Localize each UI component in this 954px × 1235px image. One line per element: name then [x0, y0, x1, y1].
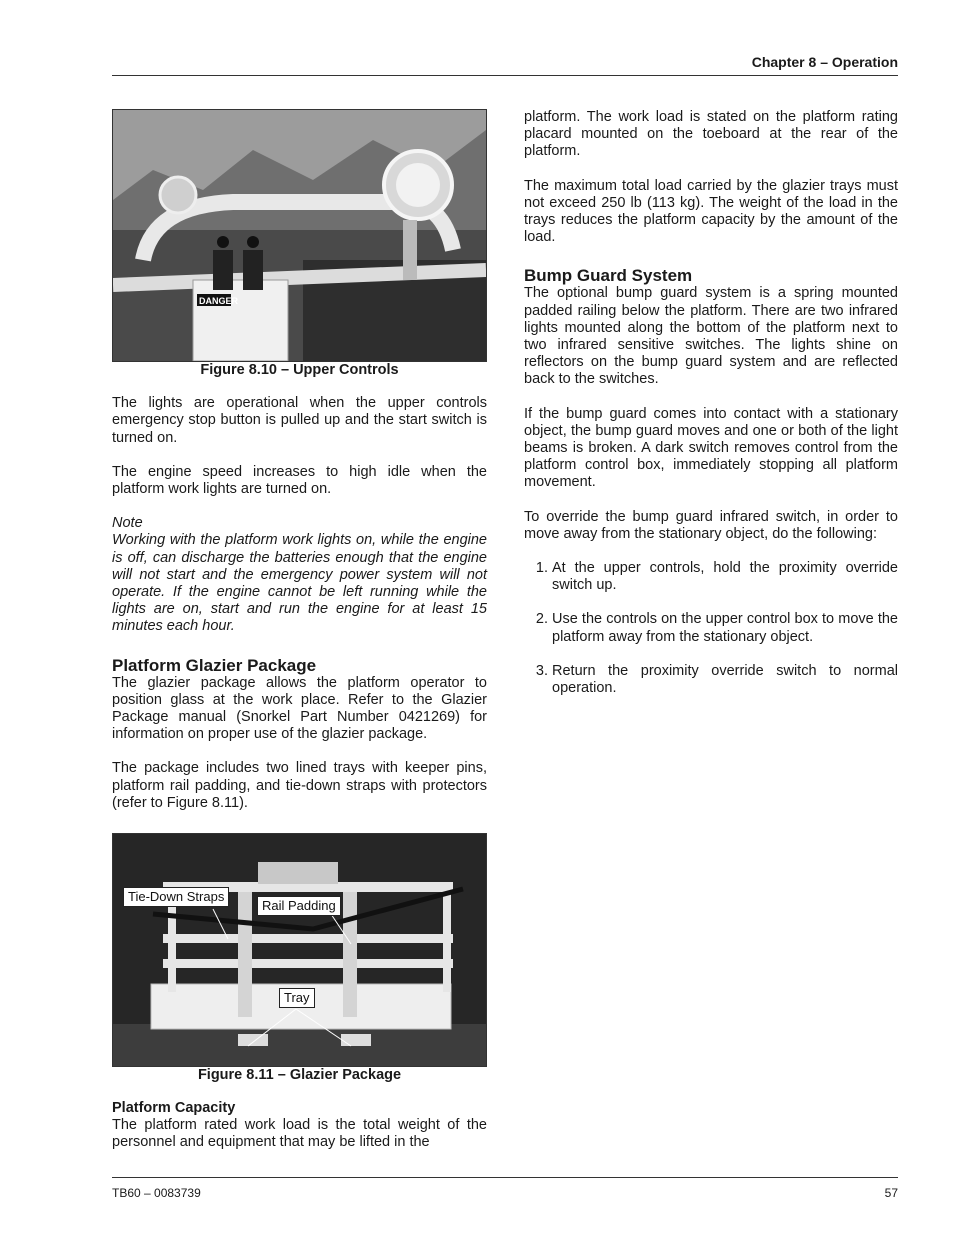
bump-guard-paragraph-3: To override the bump guard infrared switch, in order to move away from the stationary object, do the following:: [524, 508, 898, 542]
footer-rule: [112, 1177, 898, 1178]
glazier-package-illustration: [113, 834, 486, 1066]
figure-8-11-caption: Figure 8.11 – Glazier Package: [197, 1067, 402, 1084]
bump-guard-paragraph-1: The optional bump guard system is a spring mounted padded railing below the platform. There are two infrared lights mounted along the bottom of the platform next to two infrared sensitive switches. The lights shine on reflectors on the bump guard system and are reflected back to the switches.: [524, 285, 898, 388]
upper-controls-illustration: [113, 110, 486, 361]
override-step: 3. Return the proximity override switch to normal operation.: [552, 663, 898, 697]
left-column: [112, 109, 487, 1152]
glazier-paragraph-2: The package includes two lined trays with keeper pins, platform rail padding, and tie-down straps with protectors (refer to Figure 8.11).: [112, 760, 487, 811]
glazier-heading: Platform Glazier Package: [112, 655, 317, 675]
override-step: 2. Use the controls on the upper control box to move the platform away from the stationary object.: [552, 611, 898, 645]
chapter-header: Chapter 8 – Operation: [751, 54, 898, 70]
bump-guard-paragraph-2: If the bump guard comes into contact with a stationary object, the bump guard moves and one or both of the light beams is broken. A dark switch removes control from the platform control box, immediately stopping all platform movement.: [524, 405, 898, 491]
danger-sign: DANGER: [199, 296, 239, 306]
figure-8-10-caption: Figure 8.10 – Upper Controls: [200, 362, 399, 378]
upper-controls-photo: [112, 109, 487, 362]
rail-padding-callout: Rail Padding: [257, 896, 341, 916]
platform-capacity-heading: Platform Capacity: [112, 1100, 236, 1117]
note-text: Working with the platform work lights on, while the engine is off, can discharge the batteries enough that the engine will not start and the emergency power system will not operate. If the engine cannot be left running while the lights are on, start and run the engine for at least 15 minutes each hour.: [112, 532, 487, 635]
note-title: Note: [112, 515, 143, 532]
page-number: 57: [884, 1186, 898, 1200]
right-column: [524, 109, 898, 697]
glazier-paragraph-1: The glazier package allows the platform operator to position glass at the work place. Refer to the Glazier Package manual (Snorkel Part Number 0421269) for information on proper use of the glazier package.: [112, 674, 487, 743]
header-rule: [112, 75, 898, 76]
tray-callout: Tray: [279, 988, 315, 1008]
override-steps-list: [524, 560, 898, 697]
tie-down-straps-callout: Tie-Down Straps: [123, 887, 229, 907]
engine-speed-paragraph: The engine speed increases to high idle when the platform work lights are turned on.: [112, 463, 487, 498]
capacity-continued-paragraph: platform. The work load is stated on the platform rating placard mounted on the toeboard at the rear of the platform.: [524, 109, 898, 160]
glazier-package-photo: [112, 833, 487, 1067]
lights-paragraph: The lights are operational when the upper controls emergency stop button is pulled up and the start switch is turned on.: [112, 395, 487, 446]
glazier-trays-load-paragraph: The maximum total load carried by the glazier trays must not exceed 250 lb (113 kg). The weight of the load in the trays reduces the platform capacity by the amount of the load.: [524, 177, 898, 246]
document-id: TB60 – 0083739: [112, 1186, 201, 1200]
override-step: 1. At the upper controls, hold the proximity override switch up.: [552, 560, 898, 594]
platform-capacity-paragraph: The platform rated work load is the total weight of the personnel and equipment that may be lifted in the: [112, 1117, 487, 1151]
bump-guard-heading: Bump Guard System: [524, 266, 693, 286]
